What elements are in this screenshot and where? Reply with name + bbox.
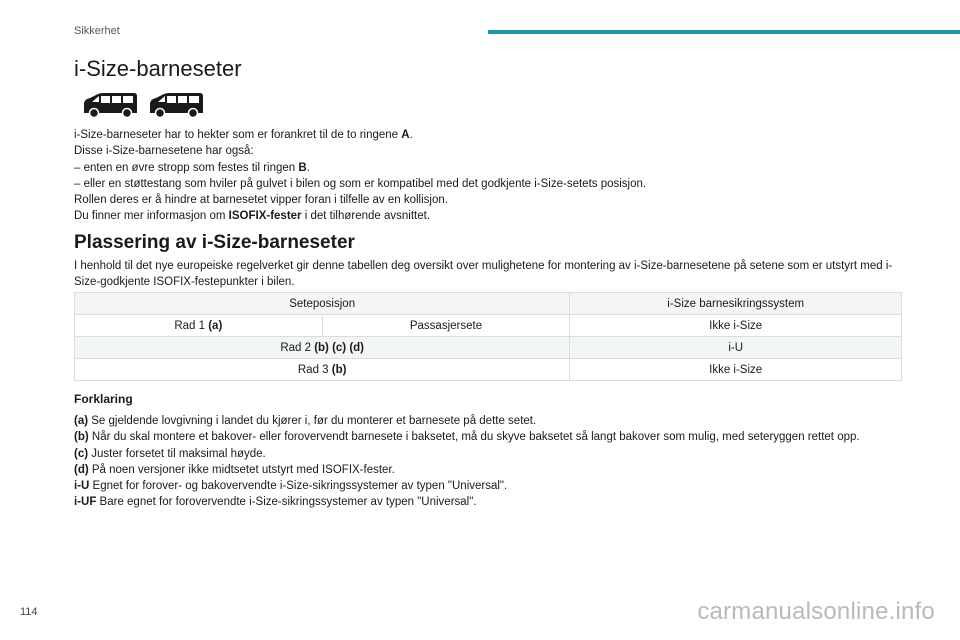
legend-item bbox=[74, 494, 934, 510]
table-row bbox=[75, 315, 902, 337]
legend-list bbox=[74, 413, 934, 511]
text-run: . bbox=[409, 129, 413, 141]
intro-line bbox=[74, 127, 914, 143]
legend-item bbox=[74, 429, 934, 445]
text-run: Egnet for forover- og bakovervendte i-Size-sikringssystemer av typen "Universal". bbox=[89, 480, 508, 493]
table-cell bbox=[75, 293, 570, 315]
table-cell bbox=[75, 337, 570, 359]
bold-text: (c) bbox=[74, 447, 89, 460]
bold-text: B bbox=[298, 161, 307, 174]
text-run: Rad 1 bbox=[174, 319, 209, 332]
table-row bbox=[75, 359, 902, 381]
text-run: – eller en støttestang som hviler på gulvet i bilen og som er kompatibel med det godkjente i-Size-setets posisjon. bbox=[74, 177, 647, 190]
watermark: carmanualsonline.info bbox=[697, 598, 935, 625]
text-run: Rad 2 bbox=[280, 341, 315, 354]
placement-title: Plassering av i-Size-barneseter bbox=[74, 232, 355, 253]
seat-position-table bbox=[74, 292, 902, 381]
header-accent-bar bbox=[488, 30, 960, 34]
bold-text: (b) (c) (d) bbox=[314, 341, 365, 354]
legend-title: Forklaring bbox=[74, 392, 133, 406]
bold-text: (a) bbox=[74, 415, 89, 427]
intro-line bbox=[74, 160, 914, 176]
bold-text: i-UF bbox=[74, 496, 97, 509]
text-run: Se gjeldende lovgivning i landet du kjører i, før du monterer et barnesete på dette setet. bbox=[88, 415, 537, 427]
text-run: Ikke i-Size bbox=[709, 363, 763, 376]
table-cell bbox=[75, 315, 323, 337]
legend-item bbox=[74, 413, 934, 429]
section-label: Sikkerhet bbox=[74, 25, 120, 37]
table-cell bbox=[570, 293, 902, 315]
text-run: Seteposisjon bbox=[289, 297, 356, 310]
table-row bbox=[75, 293, 902, 315]
bold-text: (a) bbox=[208, 319, 223, 332]
table-cell bbox=[322, 315, 570, 337]
text-run: Disse i-Size-barnesetene har også: bbox=[74, 145, 254, 158]
table-cell bbox=[570, 337, 902, 359]
page-number: 114 bbox=[20, 606, 38, 618]
intro-text bbox=[74, 127, 914, 225]
intro-line bbox=[74, 143, 914, 159]
text-run: i-Size-barneseter har to hekter som er forankret til de to ringene bbox=[74, 129, 402, 141]
text-run: Rad 3 bbox=[297, 363, 332, 376]
placement-description: I henhold til det nye europeiske regelverket gir denne tabellen deg oversikt over mulighetene for montering av i-Size-barnesetene på setene som er utstyrt med i-Size-godkjente ISOFIX-festepunkter i bilen. bbox=[74, 260, 893, 289]
vehicle-icons bbox=[80, 91, 204, 119]
bold-text: (b) bbox=[74, 431, 89, 444]
van-icon bbox=[80, 91, 138, 119]
table-cell bbox=[570, 359, 902, 381]
van-icon bbox=[146, 91, 204, 119]
text-run: . bbox=[306, 161, 310, 174]
bold-text: A bbox=[401, 129, 410, 141]
text-run: i-Size barnesikringssystem bbox=[667, 297, 805, 310]
text-run: Når du skal montere et bakover- eller forovervendt barnesete i baksetet, må du skyve baksetet så langt bakover som mulig, med seteryggen rettet opp. bbox=[88, 431, 860, 444]
text-run: – enten en øvre stropp som festes til ringen bbox=[74, 161, 299, 174]
intro-line bbox=[74, 208, 914, 224]
text-run: Bare egnet for forovervendte i-Size-sikringssystemer av typen "Universal". bbox=[96, 496, 477, 509]
text-run: i det tilhørende avsnittet. bbox=[301, 210, 431, 223]
legend-item bbox=[74, 478, 934, 494]
table-row bbox=[75, 337, 902, 359]
table-cell bbox=[75, 359, 570, 381]
text-run: Juster forsetet til maksimal høyde. bbox=[88, 447, 266, 460]
table-cell bbox=[570, 315, 902, 337]
legend-item bbox=[74, 462, 934, 478]
intro-line bbox=[74, 192, 914, 208]
text-run: Ikke i-Size bbox=[709, 319, 763, 332]
text-run: Du finner mer informasjon om bbox=[74, 210, 229, 223]
bold-text: ISOFIX-fester bbox=[228, 210, 302, 223]
bold-text: (d) bbox=[74, 463, 89, 476]
text-run: På noen versjoner ikke midtsetet utstyrt med ISOFIX-fester. bbox=[88, 463, 395, 476]
page-title: i-Size-barneseter bbox=[74, 56, 242, 81]
text-run: i-U bbox=[728, 341, 744, 354]
bold-text: i-U bbox=[74, 480, 90, 493]
legend-item bbox=[74, 446, 934, 462]
text-run: Passasjersete bbox=[409, 319, 483, 332]
intro-line bbox=[74, 176, 914, 192]
bold-text: (b) bbox=[331, 363, 347, 376]
text-run: Rollen deres er å hindre at barnesetet vipper foran i tilfelle av en kollisjon. bbox=[74, 194, 448, 207]
